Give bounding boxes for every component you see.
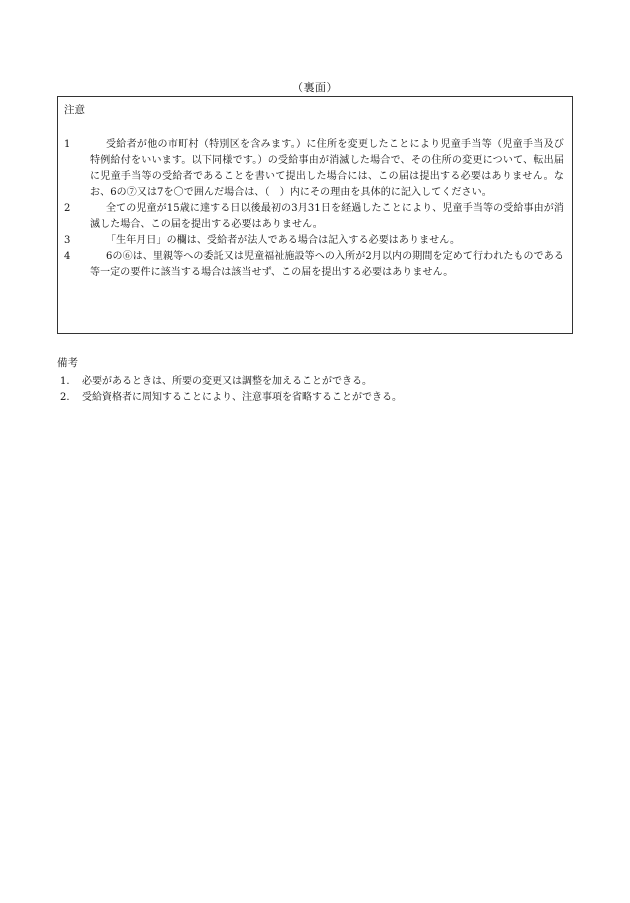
notice-item-4	[64, 249, 564, 281]
notice-box	[57, 96, 573, 334]
remark-item-text: 必要があるときは、所要の変更又は調整を加えることができる。	[82, 376, 372, 387]
remarks-heading: 備考	[57, 357, 78, 369]
notice-item-text: 受給者が他の市町村（特別区を含みます。）に住所を変更したことにより児童手当等（児童手当及び特例給付をいいます。以下同様です。）の受給事由が消滅した場合で、その住所の変更について、転出届に児童手当等の受給者であることを書いて提出した場合には、この届は提出する必要はありません。なお、6の⑦又は7を〇で囲んだ場合は、（ ）内にその理由を具体的に記入してください。	[90, 139, 564, 198]
notice-item-3	[64, 233, 564, 249]
notice-item-1	[64, 137, 564, 201]
remark-item-number: 2.	[60, 392, 70, 403]
notice-item-text: 「生年月日」の欄は、受給者が法人である場合は記入する必要はありません。	[106, 235, 461, 246]
notice-item-number: 4	[64, 251, 71, 262]
remark-item-1	[60, 374, 560, 390]
notice-item-number: 1	[64, 139, 71, 150]
remark-item-2	[60, 390, 560, 406]
notice-item-text: 全ての児童が15歳に達する日以後最初の3月31日を経過したことにより、児童手当等の受給事由が消滅した場合、この届を提出する必要はありません。	[90, 203, 564, 230]
notice-heading: 注意	[64, 104, 85, 116]
notice-item-number: 3	[64, 235, 71, 246]
remarks-list	[60, 374, 560, 406]
remark-item-number: 1.	[60, 376, 70, 387]
notice-item-number: 2	[64, 203, 71, 214]
notice-item-2	[64, 201, 564, 233]
remark-item-text: 受給資格者に周知することにより、注意事項を省略することができる。	[82, 392, 402, 403]
notice-item-text: 6の⑥は、里親等への委託又は児童福祉施設等への入所が2月以内の期間を定めて行われたものである等一定の要件に該当する場合は該当せず、この届を提出する必要はありません。	[90, 251, 564, 278]
page-side-title: （裏面）	[292, 81, 338, 94]
notice-list	[64, 137, 564, 281]
